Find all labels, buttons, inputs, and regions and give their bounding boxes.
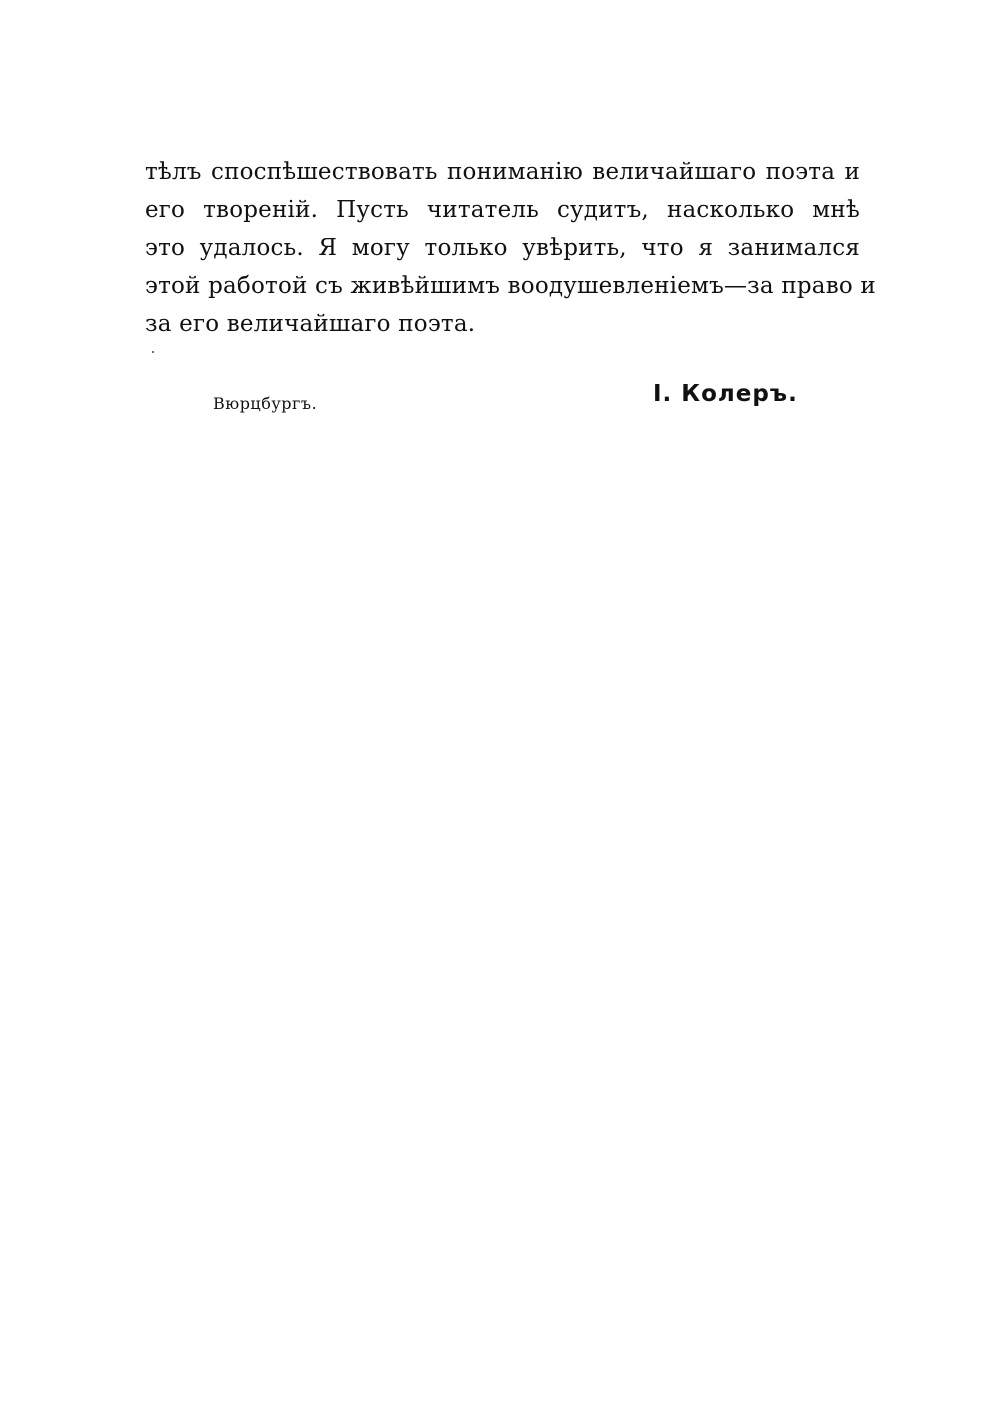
place-of-writing: Вюрцбургъ. [213, 394, 318, 413]
body-paragraph [145, 153, 876, 343]
paragraph-line: этой работой съ живѣйшимъ воодушевленіемъ—за право и [145, 273, 876, 299]
author-signature: І. Колеръ. [653, 381, 798, 407]
paragraph-line: за его величайшаго поэта. [145, 311, 476, 337]
print-speck [152, 351, 154, 353]
paragraph-line: его творенiй. Пусть читатель судитъ, насколько мнѣ [145, 197, 860, 223]
paragraph-line: это удалось. Я могу только увѣрить, что я занимался [145, 235, 860, 261]
paragraph-line: тѣлъ споспѣшествовать пониманію величайшаго поэта и [145, 159, 860, 185]
